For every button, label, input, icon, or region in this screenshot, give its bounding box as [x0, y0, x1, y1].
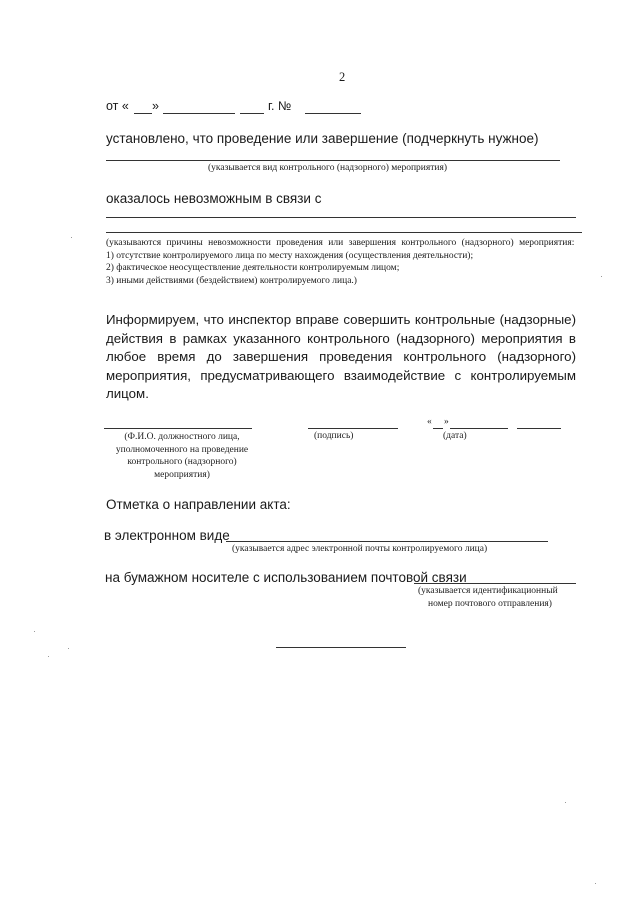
- header-year-blank: [240, 113, 264, 114]
- established-line: установлено, что проведение или завершение (подчеркнуть нужное): [106, 131, 539, 146]
- header-date-prefix: от «: [106, 99, 129, 113]
- impossible-line: оказалось невозможным в связи с: [106, 191, 322, 206]
- header-quote-close: »: [152, 99, 159, 113]
- dispatch-heading: Отметка о направлении акта:: [106, 497, 291, 512]
- reasons-block: [106, 237, 584, 287]
- electronic-caption: (указывается адрес электронной почты контролируемого лица): [232, 544, 488, 554]
- scan-speck: [565, 802, 566, 803]
- page-number: 2: [339, 70, 346, 84]
- date-caption: (дата): [443, 431, 467, 441]
- paper-caption-2: номер почтового отправления): [428, 599, 552, 609]
- event-type-blank: [106, 160, 560, 161]
- date-quote-close: »: [444, 417, 449, 427]
- signature-caption: (подпись): [314, 431, 354, 441]
- reason-item-1: 1) отсутствие контролируемого лица по месту нахождения (осуществления деятельности);: [106, 250, 474, 261]
- official-caption: (Ф.И.О. должностного лица, уполномоченного на проведение контрольного (надзорного) мероприятия): [115, 432, 249, 480]
- reason-item-2: 2) фактическое неосуществление деятельности контролируемым лицом;: [106, 263, 400, 273]
- scan-speck: [68, 648, 69, 649]
- reason-blank-1: [106, 217, 576, 218]
- reasons-heading: (указываются причины невозможности проведения или завершения контрольного (надзорного) мероприятия:: [106, 238, 575, 248]
- scan-speck: [48, 656, 49, 657]
- postal-number-blank: [414, 583, 576, 584]
- scan-speck: [595, 883, 596, 884]
- official-name-blank: [104, 428, 252, 429]
- paper-label: на бумажном носителе с использованием почтовой связи: [105, 570, 467, 585]
- scan-speck: [601, 276, 602, 277]
- date-day-blank: [433, 428, 443, 429]
- header-month-blank: [163, 113, 235, 114]
- scan-speck: [34, 631, 35, 632]
- date-month-blank: [450, 428, 508, 429]
- reason-blank-2: [106, 232, 582, 233]
- signature-blank: [308, 428, 398, 429]
- date-year-blank: [517, 428, 561, 429]
- inform-paragraph: Информируем, что инспектор вправе совершить контрольные (надзорные) действия в рамках указанного контрольного (надзорного) мероприятия в любое время до завершения проведения контрольного (надзорного) мероприятия, предусматривающего взаимодействие с контролируемым лицом.: [106, 312, 576, 401]
- header-year-number-label: г. №: [268, 99, 292, 113]
- scan-speck: [71, 237, 72, 238]
- electronic-label: в электронном виде: [104, 528, 230, 543]
- paper-caption-1: (указывается идентификационный: [418, 586, 558, 596]
- electronic-address-blank: [226, 541, 548, 542]
- date-quote-open: «: [427, 417, 432, 427]
- event-type-caption: (указывается вид контрольного (надзорного) мероприятия): [208, 163, 448, 173]
- header-number-blank: [305, 113, 361, 114]
- closing-rule: [276, 647, 406, 648]
- reason-item-3: 3) иными действиями (бездействием) контролируемого лица.): [106, 275, 357, 286]
- header-day-blank: [134, 113, 152, 114]
